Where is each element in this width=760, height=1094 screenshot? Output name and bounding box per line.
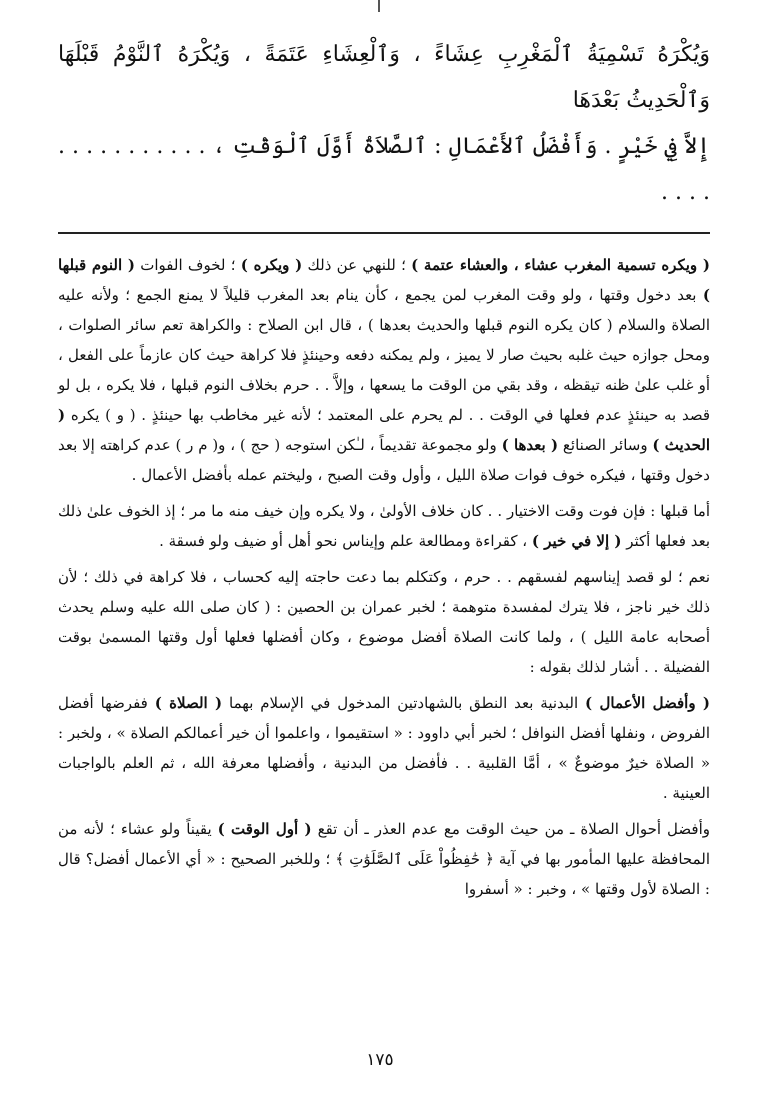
bold-quote: ( ويكره تسمية المغرب عشاء ، والعشاء عتمة ) (411, 256, 710, 274)
commentary-paragraph (58, 814, 710, 904)
commentary-paragraph (58, 250, 710, 490)
commentary-paragraph (58, 562, 710, 682)
separator-rule (58, 232, 710, 234)
top-margin-mark (378, 0, 380, 12)
commentary-text: ولو مجموعة تقديماً ، لـٰكن استوجه ( حج ) ، و( م ر ) عدم كراهته إلا بعد دخول وقتها ، فيكره خوف فوات صلاة الليل ، وأول وقت الصبح ، وليختم عمله بأفضل الأعمال . (58, 436, 710, 484)
commentary-text: ؛ للنهي عن ذلك (302, 256, 412, 274)
bold-quote: ( بعدها ) (501, 436, 559, 454)
commentary-text: ؛ لخوف الفوات (135, 256, 241, 274)
commentary-text: ، كقراءة ومطالعة علم وإيناس نحو أهل أو ضيف ولو فسقة . (159, 532, 532, 550)
matn-line: وَيُكْرَهُ تَسْمِيَةُ ٱلْمَغْرِبِ عِشَاءً ، وَٱلْعِشَاءِ عَتَمَةً ، وَيُكْرَهُ ٱلنَّوْمُ قَبْلَهَا وَٱلْحَدِيثُ بَعْدَهَا (58, 42, 710, 113)
matn-text (58, 0, 710, 216)
commentary-text: أما قبلها : فإن فوت وقت الاختيار . . كان خلاف الأولىٰ ، ولا يكره وإن خيف منه ما مر ؛ إذ الخوف علىٰ ذلك بعد فعلها أكثر (58, 502, 710, 550)
commentary-paragraph (58, 688, 710, 808)
bold-quote: ( وأفضل الأعمال ) (585, 694, 711, 712)
page-number: ١٧٥ (366, 1050, 394, 1070)
commentary-text: ففرضها أفضل الفروض ، ونفلها أفضل النوافل ؛ لخبر أبي داوود : « استقيموا ، واعلموا أن خير أعمالكم الصلاة » ، ولخبر : « الصلاة خيرٌ موضوعٌ » ، أمَّا القلبية . . فأفضل من البدنية ، وأفضلها معرفة الله ، ثم العلم بالواجبات العينية . (58, 694, 710, 802)
commentary-text: بعد دخول وقتها ، ولو وقت المغرب لمن يجمع ، كأن ينام بعد المغرب قليلاً لا يمنع الجمع ؛ ولأنه عليه الصلاة والسلام ( كان يكره النوم قبلها والحديث بعدها ) ، قال ابن الصلاح : والكراهة تعم سائر الصلوات ، ومحل جوازه حيث غلبه بحيث صار لا يميز ، ولم يمكنه دفعه وحينئذٍ فلا كراهة حيث كان عازماً على الفعل ، أو غلب علىٰ ظنه تيقظه ، وقد بقي من الوقت ما يسعها ، وإلاَّ . . حرم بخلاف النوم قبلها ، فلا يكره ، بل لو قصد به حينئذٍ عدم فعلها في الوقت . . لم يحرم على المعتمد ؛ لأنه غير مخاطب بها حينئذٍ . ( و ) يكره (58, 286, 711, 424)
bold-quote: ( ويكره ) (240, 256, 303, 274)
bold-quote: ( الصلاة ) (154, 694, 223, 712)
commentary-text: يقيناً ولو عشاء ؛ لأنه من المحافظة عليها المأمور بها في آية ﴿ حَٰفِظُواْ عَلَى ٱلصَّلَوَٰتِ ﴾ ؛ وللخبر الصحيح : « أي الأعمال أفضل؟ قال : الصلاة لأول وقتها » ، وخبر : « أسفروا (58, 820, 710, 898)
commentary (58, 250, 710, 904)
matn-line: إِلاَّ فِي خَيْرٍ . وَأَفْضَلُ ٱلأَعْمَالِ : ٱلصَّلاَةُ أَوَّلَ ٱلْوَقْتِ ، . . . . . . . . . . . . . . . (58, 134, 710, 205)
commentary-paragraph (58, 496, 710, 556)
bold-quote: ( النوم قبلها ) (58, 256, 710, 304)
bold-quote: ( الحديث ) (58, 406, 710, 454)
bold-quote: ( أول الوقت ) (217, 820, 312, 838)
commentary-text: نعم ؛ لو قصد إيناسهم لفسقهم . . حرم ، وكتكلم بما دعت حاجته إليه كحساب ، فلا كراهة في ذلك ؛ لأن ذلك خير ناجز ، فلا يترك لمفسدة متوهمة ؛ لخبر عمران بن الحصين : ( كان صلى الله عليه وسلم يحدث أصحابه عامة الليل ) ، ولما كانت الصلاة أفضل موضوع ، وكان أفضلها فعلها أول وقتها المسمىٰ بوقت الفضيلة . . أشار لذلك بقوله : (58, 568, 710, 676)
commentary-text: وسائر الصنائع (558, 436, 653, 454)
commentary-text: البدنية بعد النطق بالشهادتين المدخول في الإسلام بهما (222, 694, 586, 712)
commentary-text: وأفضل أحوال الصلاة ـ من حيث الوقت مع عدم العذر ـ أن تقع (311, 820, 710, 838)
bold-quote: ( إلا في خير ) (531, 532, 622, 550)
